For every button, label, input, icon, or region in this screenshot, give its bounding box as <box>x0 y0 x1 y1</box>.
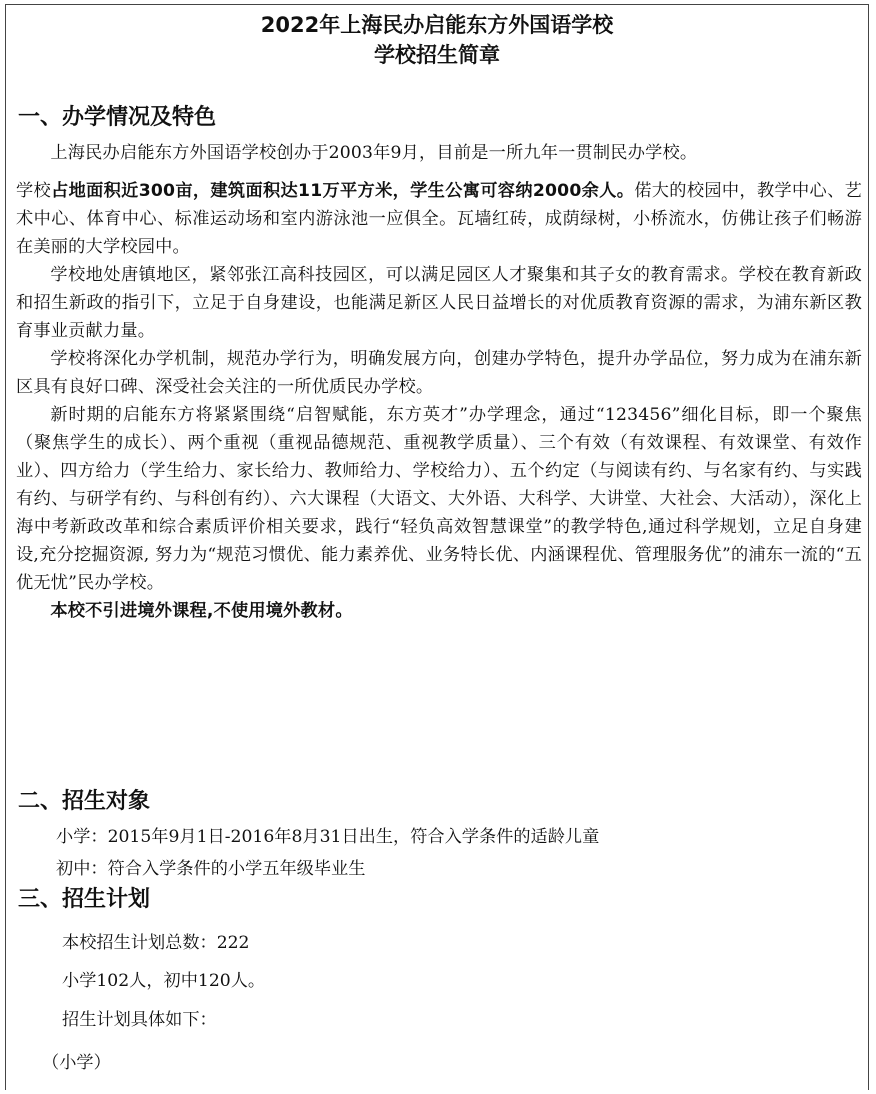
paragraph-campus <box>16 177 862 261</box>
plan-total: 本校招生计划总数：222 <box>62 933 250 953</box>
paragraph-campus-bold: 占地面积近300亩，建筑面积达11万平方米，学生公寓可容纳2000余人。 <box>51 181 635 201</box>
paragraph-location: 学校地处唐镇地区，紧邻张江高科技园区，可以满足园区人才聚集和其子女的教育需求。学校在教育新政和招生新政的指引下，立足于自身建设，也能满足新区人民日益增长的对优质教育资源的需求，为浦东新区教育事业贡献力量。 <box>16 265 862 341</box>
section-3-heading: 三、招生计划 <box>18 887 151 912</box>
plan-detail-intro: 招生计划具体如下： <box>62 1010 217 1030</box>
paragraph-founding: 上海民办启能东方外国语学校创办于2003年9月，目前是一所九年一贯制民办学校。 <box>50 143 698 163</box>
section-1-heading: 一、办学情况及特色 <box>18 105 217 130</box>
paragraph-campus-rest: 偌大的校园中，教学中心、艺术中心、体育中心、标准运动场和室内游泳池一应俱全。瓦墙红砖，成荫绿树，小桥流水，仿佛让孩子们畅游在美丽的大学校园中。 <box>16 181 862 257</box>
document-title: 2022年上海民办启能东方外国语学校 <box>260 13 614 37</box>
paragraph-philosophy: 新时期的启能东方将紧紧围绕“启智赋能，东方英才”办学理念，通过“123456”细化目标，即一个聚焦（聚焦学生的成长）、两个重视（重视品德规范、重视教学质量）、三个有效（有效课程、有效课堂、有效作业）、四方给力（学生给力、家长给力、教师给力、学校给力）、五个约定（与阅读有约、与名家有约、与实践有约、与研学有约、与科创有约）、六大课程（大语文、大外语、大科学、大讲堂、大社会、大活动），深化上海中考新政改革和综合素质评价相关要求，践行“轻负高效智慧课堂”的教学特色,通过科学规划，立足自身建设,充分挖掘资源, 努力为“规范习惯优、能力素养优、业务特长优、内涵课程优、管理服务优”的浦东一流的“五优无忧”民办学校。 <box>16 405 862 593</box>
paragraph-mission: 学校将深化办学机制，规范办学行为，明确发展方向，创建办学特色，提升办学品位，努力成为在浦东新区具有良好口碑、深受社会关注的一所优质民办学校。 <box>16 349 862 397</box>
enrollment-junior: 初中：符合入学条件的小学五年级毕业生 <box>56 859 366 879</box>
paragraph-campus-prefix: 学校 <box>16 181 52 201</box>
section-2-heading: 二、招生对象 <box>18 789 151 814</box>
document-page <box>5 4 869 1090</box>
enrollment-primary: 小学：2015年9月1日-2016年8月31日出生，符合入学条件的适龄儿童 <box>56 827 600 847</box>
plan-breakdown: 小学102人，初中120人。 <box>62 971 266 991</box>
document-subtitle: 学校招生简章 <box>374 43 500 67</box>
plan-primary-label: （小学） <box>42 1053 111 1073</box>
section-1-body <box>16 139 862 625</box>
paragraph-curriculum-notice: 本校不引进境外课程,不使用境外教材。 <box>50 601 353 621</box>
